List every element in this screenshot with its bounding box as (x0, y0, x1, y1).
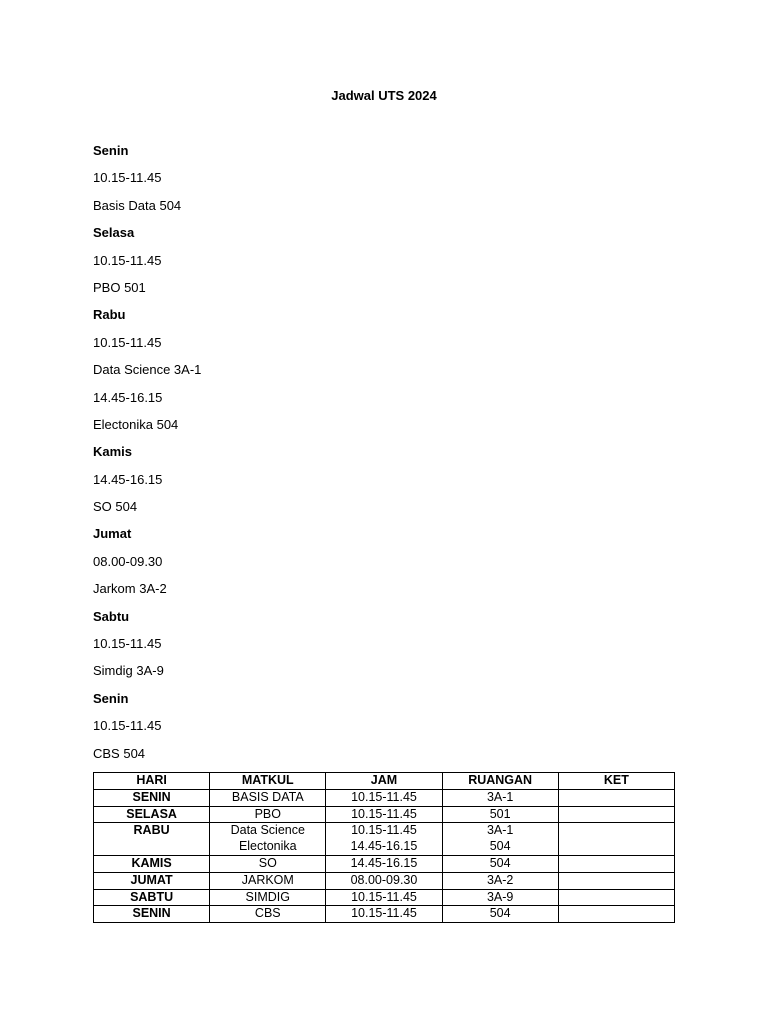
cell-hari: SENIN (94, 906, 210, 923)
table-row (94, 789, 675, 806)
cell-ket (558, 823, 674, 856)
cell-matkul-value: BASIS DATA (231, 789, 304, 804)
schedule-line: 10.15-11.45 (93, 636, 162, 652)
cell-jam (326, 789, 442, 806)
schedule-line: 08.00-09.30 (93, 553, 163, 569)
table-row (94, 806, 675, 823)
cell-hari: KAMIS (94, 855, 210, 872)
cell-jam-value: 10.15-11.45 (351, 906, 417, 921)
cell-ket (558, 872, 674, 889)
cell-matkul (210, 855, 326, 872)
cell-hari: RABU (94, 823, 210, 856)
cell-ket (558, 889, 674, 906)
cell-matkul-value: SIMDIG (245, 889, 290, 904)
cell-ruangan-value: 3A-9 (486, 889, 514, 904)
cell-jam-value: 10.15-11.45 (351, 789, 417, 804)
cell-jam (326, 855, 442, 872)
day-heading: Rabu (93, 307, 126, 323)
day-heading: Jumat (93, 526, 132, 542)
table-row (94, 889, 675, 906)
cell-jam-value: 10.15-11.45 (351, 806, 417, 821)
day-heading: Senin (93, 143, 129, 158)
cell-jam-value: 14.45-16.15 (350, 855, 418, 870)
schedule-line: 14.45-16.15 (93, 389, 163, 405)
schedule-line: Simdig 3A-9 (93, 663, 164, 679)
cell-matkul (210, 806, 326, 823)
schedule-line: PBO 501 (93, 279, 146, 295)
schedule-line: Basis Data 504 (93, 197, 182, 213)
cell-ruangan-value: 504 (489, 839, 511, 854)
cell-ket (558, 855, 674, 872)
table-header-row (94, 773, 675, 790)
schedule-line: 14.45-16.15 (93, 471, 163, 487)
cell-matkul-value: JARKOM (241, 872, 294, 887)
cell-matkul-value: CBS (254, 906, 281, 921)
schedule-line: 10.15-11.45 (93, 718, 162, 734)
cell-ruangan (442, 855, 558, 872)
table-row (94, 906, 675, 923)
cell-matkul (210, 823, 326, 856)
cell-jam (326, 806, 442, 823)
cell-hari: SENIN (94, 789, 210, 806)
cell-ket (558, 806, 674, 823)
cell-ruangan-value: 501 (489, 806, 511, 821)
cell-jam (326, 823, 442, 856)
cell-matkul (210, 906, 326, 923)
column-header: RUANGAN (442, 773, 558, 790)
cell-jam-value: 08.00-09.30 (350, 872, 418, 887)
column-header: MATKUL (210, 773, 326, 790)
cell-matkul-value: Data Science (230, 823, 305, 838)
cell-ruangan-value: 3A-1 (486, 823, 514, 838)
cell-matkul-value: SO (258, 855, 277, 870)
cell-hari: SABTU (94, 889, 210, 906)
cell-ruangan (442, 806, 558, 823)
cell-matkul-value: Electonika (238, 839, 297, 854)
schedule-line: 10.15-11.45 (93, 252, 162, 268)
cell-jam-value: 10.15-11.45 (351, 823, 417, 838)
cell-ruangan (442, 889, 558, 906)
cell-matkul (210, 789, 326, 806)
cell-jam-value: 10.15-11.45 (351, 889, 417, 904)
table-body (94, 789, 675, 922)
day-heading: Senin (93, 690, 129, 706)
cell-ruangan (442, 872, 558, 889)
schedule-line: SO 504 (93, 499, 138, 515)
schedule-line: Jarkom 3A-2 (93, 581, 167, 597)
cell-jam (326, 906, 442, 923)
schedule-line: 10.15-11.45 (93, 334, 162, 350)
cell-hari: JUMAT (94, 872, 210, 889)
cell-matkul (210, 889, 326, 906)
day-heading: Kamis (93, 444, 133, 460)
table-row (94, 872, 675, 889)
column-header: KET (558, 773, 674, 790)
schedule-text-list (93, 143, 673, 773)
day-heading: Selasa (93, 225, 135, 241)
schedule-table (93, 772, 675, 923)
cell-ket (558, 906, 674, 923)
cell-ruangan-value: 3A-2 (486, 872, 514, 887)
cell-jam-value: 14.45-16.15 (350, 839, 418, 854)
schedule-line: CBS 504 (93, 745, 146, 761)
cell-jam (326, 872, 442, 889)
schedule-line: 10.15-11.45 (93, 170, 162, 186)
column-header: HARI (94, 773, 210, 790)
schedule-line: Electonika 504 (93, 416, 179, 432)
table-row (94, 823, 675, 856)
day-heading: Sabtu (93, 608, 130, 624)
cell-ruangan-value: 3A-1 (486, 789, 514, 804)
cell-ruangan-value: 504 (489, 906, 511, 921)
cell-ruangan (442, 823, 558, 856)
cell-matkul-value: PBO (254, 806, 281, 821)
cell-ket (558, 789, 674, 806)
cell-ruangan-value: 504 (489, 855, 511, 870)
column-header: JAM (326, 773, 442, 790)
cell-ruangan (442, 906, 558, 923)
cell-jam (326, 889, 442, 906)
schedule-line: Data Science 3A-1 (93, 362, 202, 378)
cell-hari: SELASA (94, 806, 210, 823)
table-row (94, 855, 675, 872)
document-title: Jadwal UTS 2024 (331, 88, 437, 103)
cell-ruangan (442, 789, 558, 806)
cell-matkul (210, 872, 326, 889)
